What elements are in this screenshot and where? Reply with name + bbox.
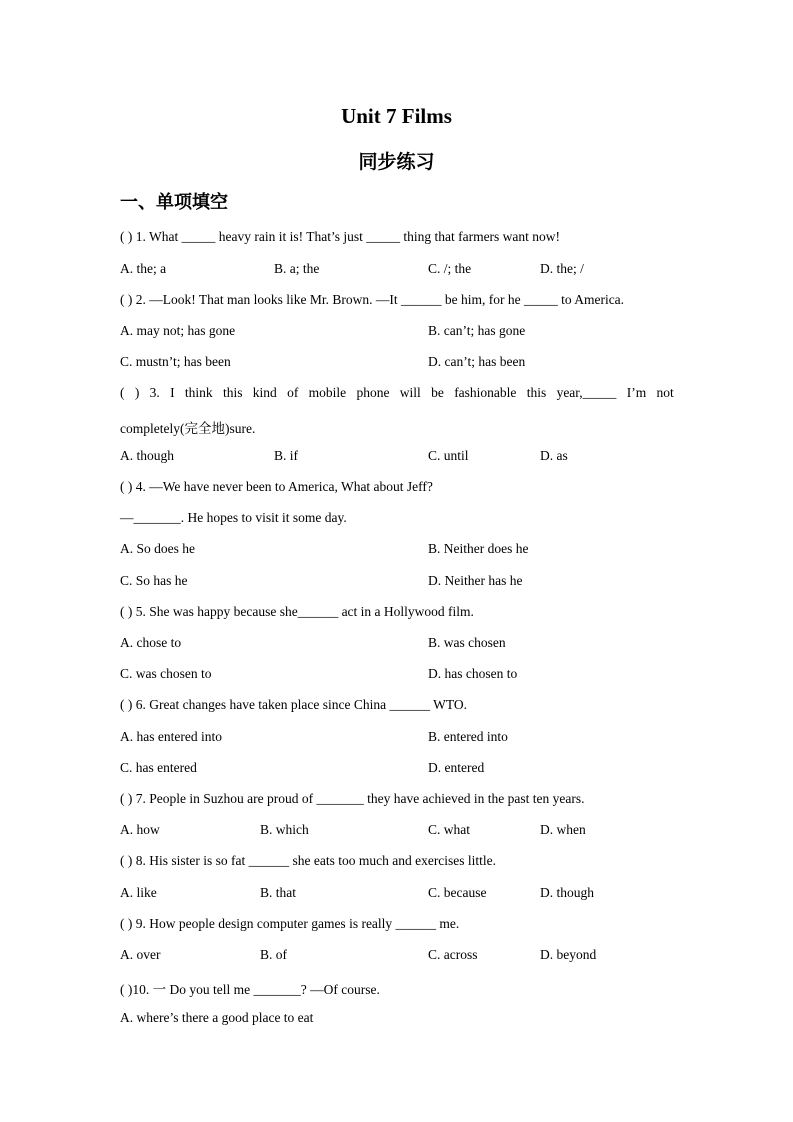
q9-option-a: A. over xyxy=(120,947,161,962)
q8-option-c: C. because xyxy=(428,885,487,900)
question-1-stem: ( ) 1. What _____ heavy rain it is! That’s just _____ thing that farmers want now! xyxy=(120,229,561,244)
q10-option-a: A. where’s there a good place to eat xyxy=(120,1010,314,1025)
q7-option-c: C. what xyxy=(428,822,470,837)
q2-option-d: D. can’t; has been xyxy=(428,354,526,369)
q5-option-d: D. has chosen to xyxy=(428,666,518,681)
q8-option-b: B. that xyxy=(260,885,296,900)
question-5-stem: ( ) 5. She was happy because she______ act in a Hollywood film. xyxy=(120,604,474,619)
document-subtitle: 同步练习 xyxy=(358,151,435,173)
q9-option-c: C. across xyxy=(428,947,478,962)
question-8-stem: ( ) 8. His sister is so fat ______ she eats too much and exercises little. xyxy=(120,853,497,868)
q6-option-a: A. has entered into xyxy=(120,729,222,744)
q4-option-a: A. So does he xyxy=(120,541,195,556)
question-9-stem: ( ) 9. How people design computer games is really ______ me. xyxy=(120,916,460,931)
q9-option-b: B. of xyxy=(260,947,287,962)
q3-option-a: A. though xyxy=(120,448,174,463)
question-3-stem: ( ) 3. I think this kind of mobile phone will be fashionable this year,_____ I’m not xyxy=(120,385,674,400)
question-7-stem: ( ) 7. People in Suzhou are proud of _______ they have achieved in the past ten years. xyxy=(120,791,585,806)
q3-option-d: D. as xyxy=(540,448,568,463)
q7-option-b: B. which xyxy=(260,822,309,837)
q6-option-b: B. entered into xyxy=(428,729,508,744)
q5-option-a: A. chose to xyxy=(120,635,182,650)
question-6-stem: ( ) 6. Great changes have taken place since China ______ WTO. xyxy=(120,697,468,712)
q4-option-d: D. Neither has he xyxy=(428,573,523,588)
q4-option-c: C. So has he xyxy=(120,573,188,588)
q7-option-d: D. when xyxy=(540,822,586,837)
q7-option-a: A. how xyxy=(120,822,160,837)
q6-option-c: C. has entered xyxy=(120,760,197,775)
q1-option-d: D. the; / xyxy=(540,261,584,276)
q2-option-a: A. may not; has gone xyxy=(120,323,236,338)
q8-option-a: A. like xyxy=(120,885,157,900)
q2-option-b: B. can’t; has gone xyxy=(428,323,526,338)
q9-option-d: D. beyond xyxy=(540,947,597,962)
document-title: Unit 7 Films xyxy=(341,104,452,128)
q1-option-b: B. a; the xyxy=(274,261,320,276)
section-heading: 一、单项填空 xyxy=(120,192,228,213)
q6-option-d: D. entered xyxy=(428,760,485,775)
question-4-stem: ( ) 4. —We have never been to America, What about Jeff? xyxy=(120,479,433,494)
q4-option-b: B. Neither does he xyxy=(428,541,529,556)
q3-option-c: C. until xyxy=(428,448,469,463)
q1-option-c: C. /; the xyxy=(428,261,472,276)
q8-option-d: D. though xyxy=(540,885,594,900)
q1-option-a: A. the; a xyxy=(120,261,167,276)
q3-option-b: B. if xyxy=(274,448,299,463)
q5-option-b: B. was chosen xyxy=(428,635,506,650)
question-3-stem-continued: completely(完全地)sure. xyxy=(120,421,256,436)
question-2-stem: ( ) 2. —Look! That man looks like Mr. Brown. —It ______ be him, for he _____ to America. xyxy=(120,292,625,307)
q5-option-c: C. was chosen to xyxy=(120,666,212,681)
q2-option-c: C. mustn’t; has been xyxy=(120,354,231,369)
question-10-stem: ( )10. 一 Do you tell me _______? —Of course. xyxy=(120,982,380,997)
question-4-stem-continued: —_______. He hopes to visit it some day. xyxy=(120,510,347,525)
